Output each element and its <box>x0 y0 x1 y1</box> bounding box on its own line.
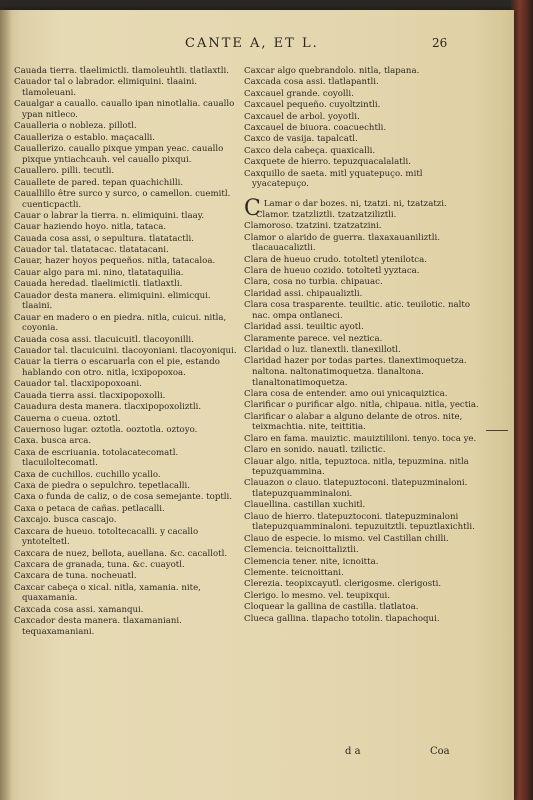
dictionary-entry: Cauar, hazer hoyos pequeños. nitla, tatacaloa. <box>14 256 216 267</box>
dictionary-entry: Clarificar o purificar algo. nitla, chipaua. nitla, yectia. <box>244 400 479 411</box>
dictionary-entry: Caxcada cosa assi. tlatlapantli. <box>244 77 379 88</box>
first-entry-text: Lamar o dar bozes. ni, tzatzi. ni, tzatzatzi. <box>263 198 447 209</box>
dictionary-entry: Clara cosa trasparente. teuiltic. atic. teuilotic. nalto nac. ompa ontlaneci. <box>244 300 471 321</box>
dictionary-entry: Cauallillo être surco y surco, o camellon. cuemitl. cuenticpactli. <box>14 188 231 210</box>
dictionary-entry: Caualleria o nobleza. pillotl. <box>14 121 137 132</box>
dictionary-entry: Caxquillo de saeta. mitl yquatepuço. mitl yyacatepuço. <box>244 168 423 190</box>
dictionary-entry: Caxa. busca arca. <box>14 436 92 447</box>
dictionary-entry: Caxco dela cabeça. quaxicalli. <box>244 145 376 156</box>
dictionary-entry: Caualgar a cauallo. cauallo ipan ninotlalia. cauallo ypan nitleco. <box>14 99 235 120</box>
dictionary-entry: Cauador desta manera. elimiquini. elimicqui. tlaaini. <box>14 290 211 312</box>
dictionary-entry: Cauar o labrar la tierra. n. elimiquini. tlaay. <box>14 210 205 221</box>
dictionary-entry: Clemencia tener. nite, icnoitta. <box>244 556 379 567</box>
dictionary-entry: Clamor o alarido de guerra. tlaxaxauaniliztli. tlacauacaliztli. <box>244 232 440 254</box>
dictionary-entry: Clerezia. teopixcayutl. clerigosme. clerigosti. <box>244 579 442 590</box>
dictionary-entry: Cauador tal. tlatatacac. tlatatacani. <box>14 245 169 256</box>
dictionary-entry: Caualleriza o establo. maçacalli. <box>14 132 156 143</box>
dictionary-entry: Clara cosa de entender. amo oui ynicaquiztica. <box>244 388 448 399</box>
book-edge <box>511 0 533 800</box>
dictionary-entry: Cauada tierra. tlaelimictli. tlamoleuhtli. tlatlaxtli. <box>14 66 229 76</box>
dictionary-entry: Claridad hazer por todas partes. tlanextimoquetza. naltona. naltonatimoquetza. tlanaltona. tlanaltonatimoquetza. <box>244 356 467 388</box>
dictionary-entry: Claridad assi. teuiltic ayotl. <box>244 322 364 333</box>
dictionary-entry: Clemente. teicnoittani. <box>244 568 344 579</box>
dictionary-entry: Claro en sonido. nauatl. tzilictic. <box>244 445 386 456</box>
dictionary-entry: Cauallerizo. cauallo pixque ympan yeac. cauallo pixque yntiachcauh. vel cauallo pixqui. <box>14 144 224 165</box>
dictionary-entry: Clamoroso. tzatzini. tzatzatzini. <box>244 221 382 232</box>
dictionary-entry: Clueca gallina. tlapacho totolin. tlapachoqui. <box>244 613 440 624</box>
dictionary-entry: Claridad assi. chipaualiztli. <box>244 288 363 299</box>
dictionary-entry: Caxcara de nuez, bellota, auellana. &c. cacallotl. <box>14 548 228 559</box>
book-page <box>0 10 514 800</box>
dictionary-entry: Cauar en madero o en piedra. nitla, cuicui. nitla, coyonia. <box>14 312 227 334</box>
dictionary-entry: Caxcara de granada, tuna. &c. cuayotl. <box>14 560 185 571</box>
dictionary-entry: Clamor. tzatzliztli. tzatzatziliztli. <box>255 209 397 220</box>
dictionary-entry: Caxcara de tuna. nocheuatl. <box>14 571 137 582</box>
dictionary-entry: Clauo de hierro. tlatepuztoconi. tlatepuzminaloni tlatepuzquamminaloni. tepuzuitztli. tepuztlaxichtli. <box>244 511 475 533</box>
dictionary-entry: Clauar algo. nitla, tepuztoca. nitla, tepuzmina. nitla tepuzquammina. <box>244 456 469 478</box>
dictionary-entry: Caxcador desta manera. tlaxamaniani. tequaxamaniani. <box>14 616 182 637</box>
dictionary-entry: Cloquear la gallina de castilla. tlatlatoa. <box>244 602 419 613</box>
dictionary-entry: Caxa de cuchillos. cuchillo ycallo. <box>14 469 161 480</box>
page-footer <box>0 746 514 766</box>
dictionary-entry: Cauerna o cueua. oztotl. <box>14 413 121 424</box>
dictionary-entry: Clara, cosa no turbia. chipauac. <box>244 277 383 288</box>
page-gutter-shadow <box>0 10 12 800</box>
section-gap <box>244 191 480 199</box>
dictionary-entry: Clemencia. teicnoittaliztli. <box>244 545 359 556</box>
drop-cap: C <box>244 195 261 221</box>
catchword: Coa <box>430 746 450 757</box>
dictionary-entry: Caxcada cosa assi. xamanqui. <box>14 604 144 615</box>
margin-mark <box>486 430 508 431</box>
dictionary-entry: Claro en fama. mauiztic. mauiztililoni. tenyo. toca ye. <box>244 433 477 444</box>
dictionary-entry: Clauellina. castillan xuchitl. <box>244 500 366 511</box>
dictionary-entry: Caxcar cabeça o xical. nitla, xamania. nite, quaxamania. <box>14 582 201 604</box>
folio-number: 26 <box>432 36 448 50</box>
dictionary-entry: Claridad o luz. tlanextli. tlanexillotl. <box>244 344 401 355</box>
signature-mark: d a <box>345 746 361 757</box>
dictionary-entry: Cauador tal. tlacuicuini. tlacoyoniani. tlacoyoniqui. <box>14 345 237 356</box>
dictionary-entry: Cauada cosa assi. tlacuicuitl. tlacoyonilli. <box>14 334 194 345</box>
dictionary-entry: Caxquete de hierro. tepuzquacalalatli. <box>244 157 411 168</box>
dictionary-entry: Cauada heredad. tlaelimictli. tlatlaxtli. <box>14 279 183 290</box>
dictionary-entry: Cauernoso lugar. oztotla. ooztotla. oztoyo. <box>14 424 198 435</box>
right-column-main-entries <box>244 210 480 624</box>
dictionary-entry: Cauador tal. tlacxipopoxoani. <box>14 379 142 390</box>
dictionary-entry: Cauadura desta manera. tlacxipopoxoliztli. <box>14 402 202 413</box>
dictionary-entry: Caxa de piedra o sepulchro. tepetlacalli. <box>14 481 191 492</box>
dictionary-entry: Cauador tal o labrador. elimiquini. tlaaini. tlamoleuani. <box>14 77 197 98</box>
dictionary-entry: Caxcajo. busca cascajo. <box>14 515 117 526</box>
dictionary-entry: Cauallero. pilli. tecutli. <box>14 166 115 177</box>
dictionary-entry: Caxcauel pequeño. cuyoltzintli. <box>244 100 381 111</box>
dictionary-entry: Caxa o funda de caliz, o de cosa semejante. toptli. <box>14 492 232 503</box>
dictionary-entry: Cauar haziendo hoyo. nitla, tataca. <box>14 222 167 233</box>
dictionary-entry: Caxcauel de biuora. coacuechtli. <box>244 122 387 133</box>
dictionary-entry: Clerigo. lo mesmo. vel. teupixqui. <box>244 590 391 601</box>
dictionary-entry: Clauo de especie. lo mismo. vel Castillan chilli. <box>244 533 449 544</box>
dictionary-entry: Claramente parece. vel neztica. <box>244 333 383 344</box>
dictionary-entry: Cauar la tierra o escaruarla con el pie, estando hablando con otro. nitla, icxipopoxoa. <box>14 357 220 378</box>
dictionary-entry: Caxcar algo quebrandolo. nitla, tlapana. <box>244 66 420 76</box>
dictionary-entry: Caxcauel grande. coyolli. <box>244 88 354 99</box>
dictionary-entry: Cauallete de pared. tepan quachichilli. <box>14 177 184 188</box>
dictionary-entry: Cauada tierra assi. tlacxipopoxolli. <box>14 390 166 401</box>
dictionary-entry: Caxcara de hueuo. totoltecacalli. y cacallo yntoteltetl. <box>14 526 199 548</box>
right-column-top-entries <box>244 66 480 190</box>
dictionary-entry: Cauar algo para mi. nino, tlatataquilia. <box>14 267 184 278</box>
dictionary-entry: Clarificar o alabar a alguno delante de otros. nite, teixmachtia. nite, teittitia. <box>244 411 463 433</box>
left-column <box>14 66 240 638</box>
dictionary-entry: Caxa o petaca de cañas. petlacalli. <box>14 503 165 514</box>
dictionary-entry: Clara de hueuo crudo. totoltetl ytenilotca. <box>244 254 427 265</box>
dictionary-entry: Caxcauel de arbol. yoyotli. <box>244 111 360 122</box>
dictionary-entry: Clauazon o clauo. tlatepuztoconi. tlatepuzminaloni. tlatepuzquamminaloni. <box>244 478 468 500</box>
dictionary-entry: Cauada cosa assi, o sepultura. tlatatactli. <box>14 233 194 244</box>
running-head: CANTE A, ET L. <box>185 36 319 51</box>
dictionary-entry: Clara de hueuo cozido. totoltetl yyztaca. <box>244 266 420 277</box>
dictionary-entry: Caxa de escriuania. totolacatecomatl. tlacuiloltecomatl. <box>14 447 179 469</box>
dictionary-entry: Caxco de vasija. tapalcatl. <box>244 134 358 145</box>
page-header <box>0 36 514 56</box>
right-column <box>244 66 480 625</box>
